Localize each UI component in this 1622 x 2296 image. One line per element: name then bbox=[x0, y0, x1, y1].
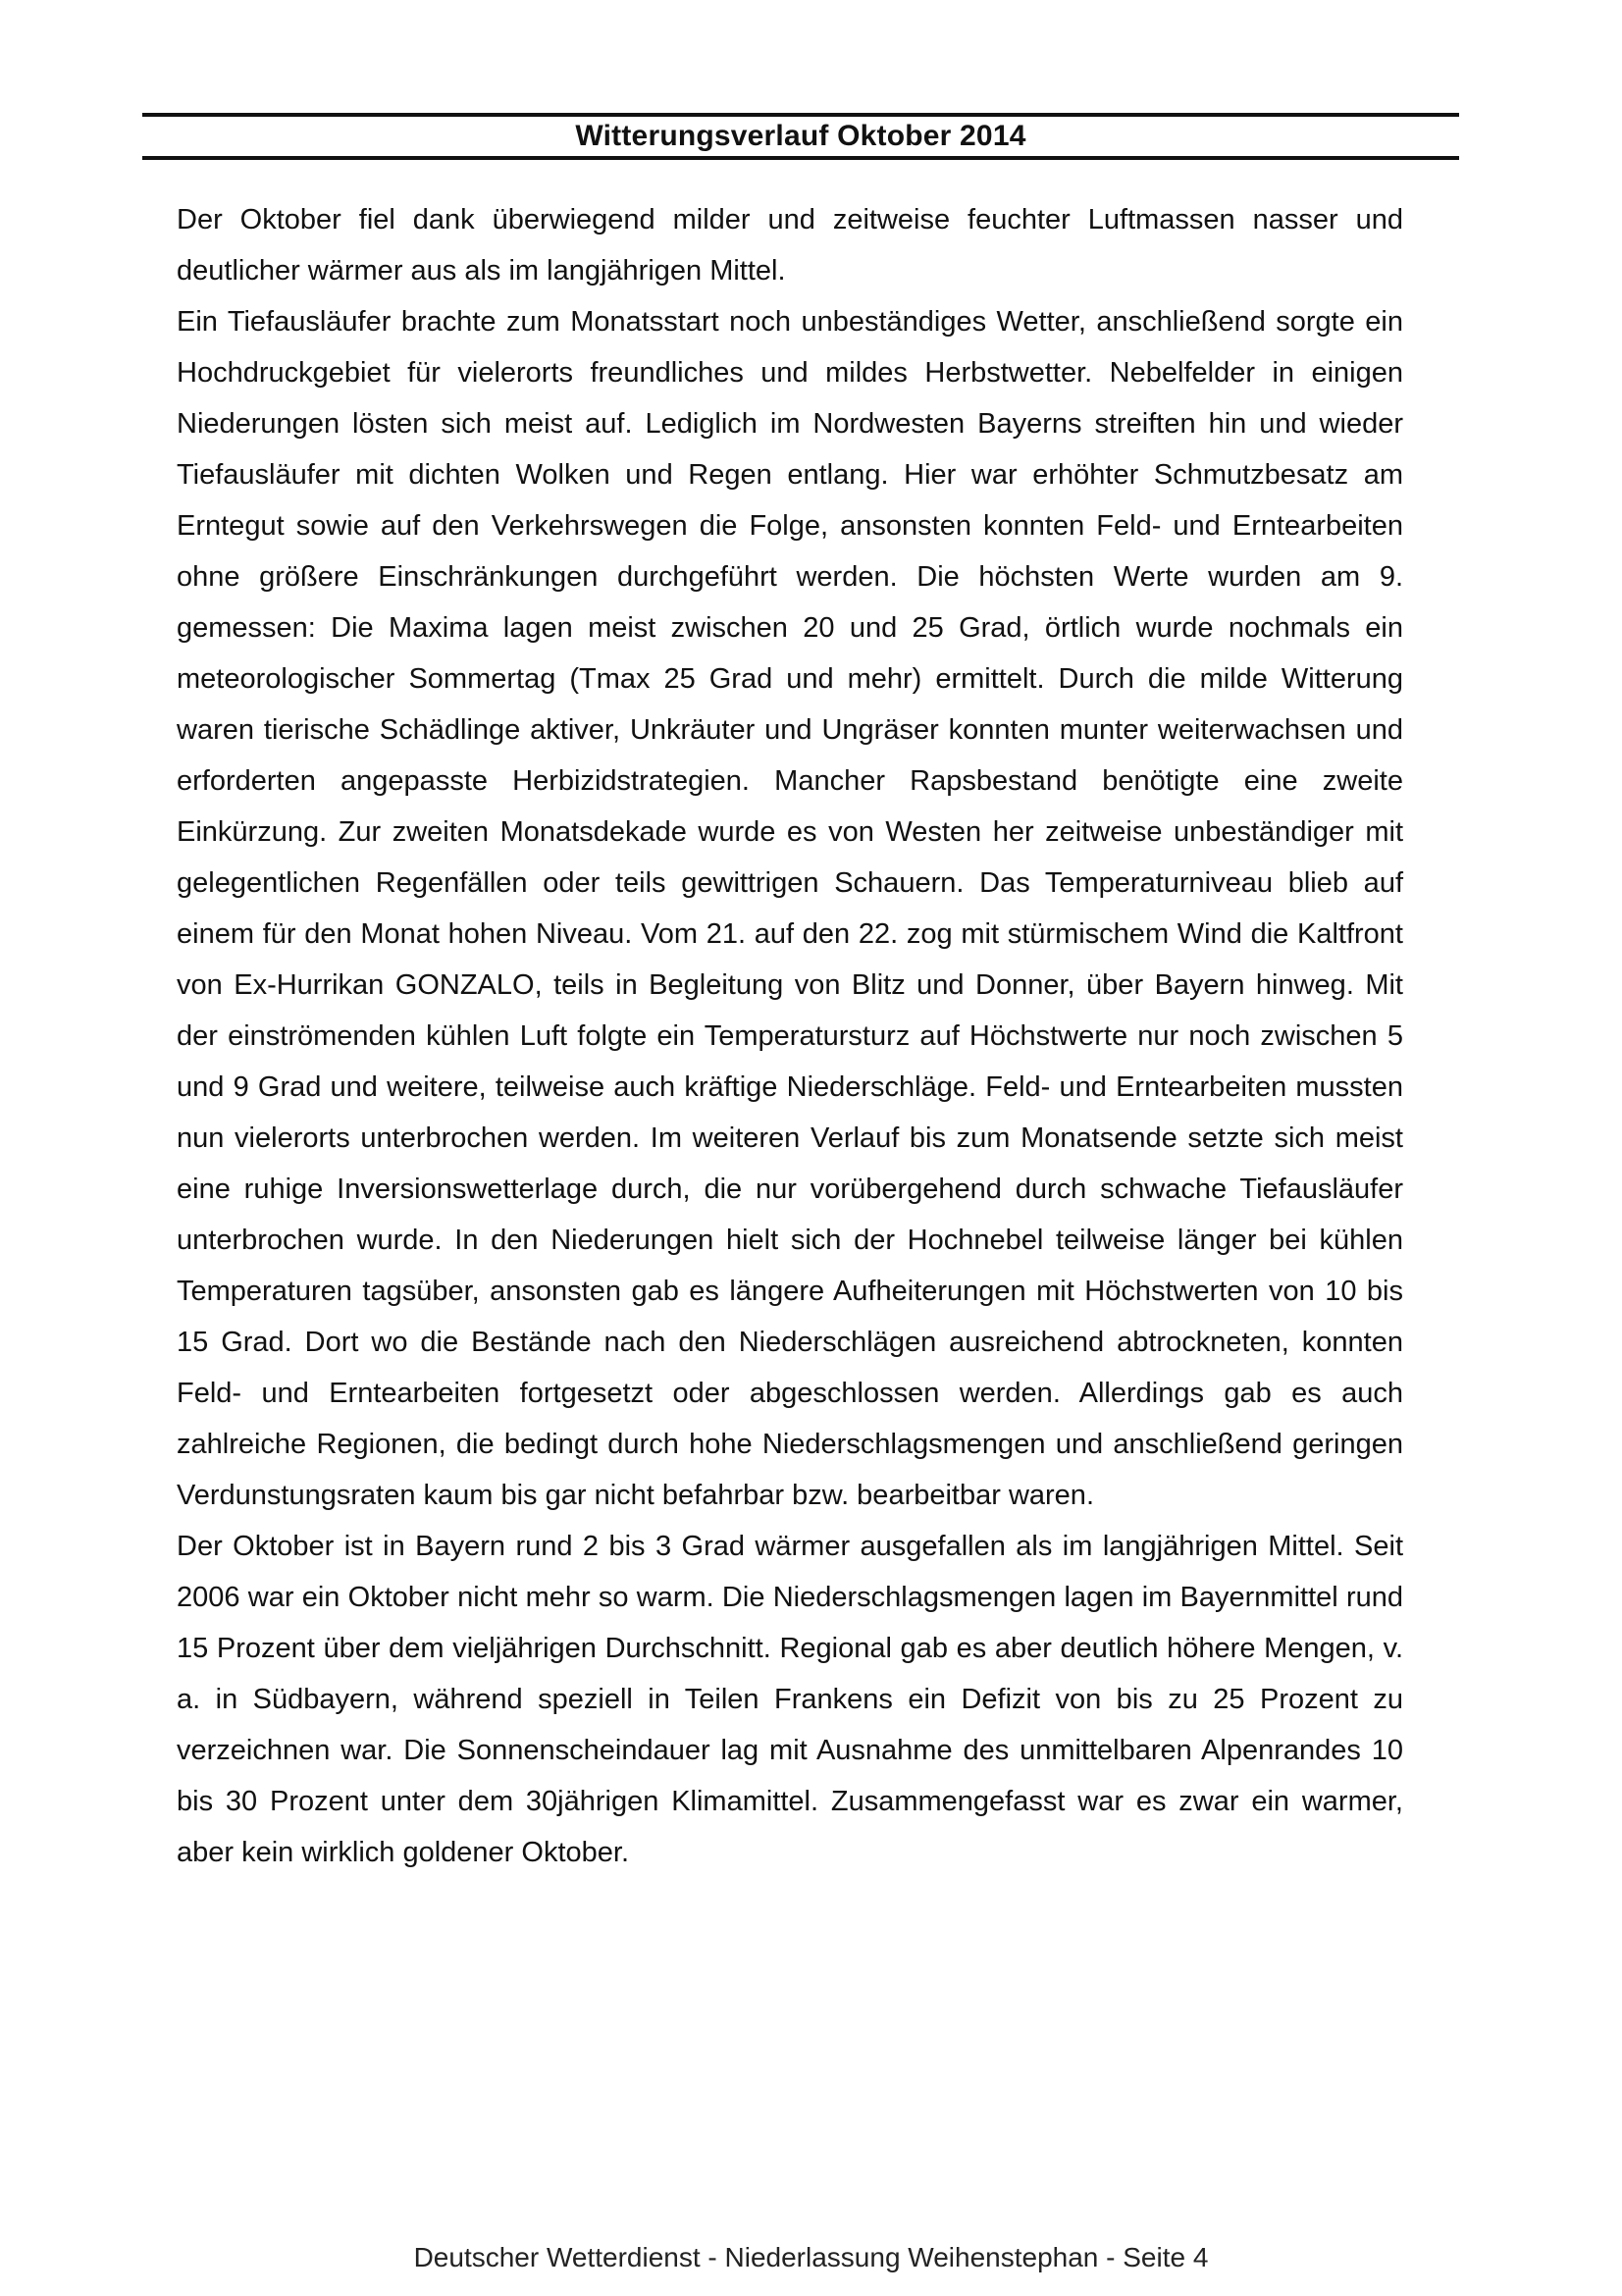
page-footer: Deutscher Wetterdienst - Niederlassung Weihenstephan - Seite 4 bbox=[413, 2242, 1209, 2272]
title-bar bbox=[142, 113, 1459, 160]
body-text bbox=[177, 194, 1403, 1878]
paragraph-intro: Der Oktober fiel dank überwiegend milder und zeitweise feuchter Luftmassen nasser und deutlicher wärmer aus als im langjährigen Mittel. bbox=[177, 204, 1403, 287]
paragraph-summary: Der Oktober ist in Bayern rund 2 bis 3 Grad wärmer ausgefallen als im langjährigen Mittel. Seit 2006 war ein Oktober nicht mehr so warm. Die Niederschlagsmengen lagen im Bayernmittel rund 15 Prozent über dem vieljährigen Durchschnitt. Regional gab es aber deutlich höhere Mengen, v. a. in Südbayern, während speziell in Teilen Frankens ein Defizit von bis zu 25 Prozent zu verzeichnen war. Die Sonnenscheindauer lag mit Ausnahme des unmittelbaren Alpenrandes 10 bis 30 Prozent unter dem 30jährigen Klimamittel. Zusammengefasst war es zwar ein warmer, aber kein wirklich goldener Oktober. bbox=[177, 1531, 1403, 1868]
page-title: Witterungsverlauf Oktober 2014 bbox=[575, 120, 1026, 152]
paragraph-course: Ein Tiefausläufer brachte zum Monatsstart noch unbeständiges Wetter, anschließend sorgte ein Hochdruckgebiet für vielerorts freundliches und mildes Herbstwetter. Nebelfelder in einigen Niederungen lösten sich meist auf. Lediglich im Nordwesten Bayerns streiften hin und wieder Tiefausläufer mit dichten Wolken und Regen entlang. Hier war erhöhter Schmutzbesatz am Erntegut sowie auf den Verkehrswegen die Folge, ansonsten konnten Feld- und Erntearbeiten ohne größere Einschränkungen durchgeführt werden. Die höchsten Werte wurden am 9. gemessen: Die Maxima lagen meist zwischen 20 und 25 Grad, örtlich wurde nochmals ein meteorologischer Sommertag (Tmax 25 Grad und mehr) ermittelt. Durch die milde Witterung waren tierische Schädlinge aktiver, Unkräuter und Ungräser konnten munter weiterwachsen und erforderten angepasste Herbizidstrategien. Mancher Rapsbestand benötigte eine zweite Einkürzung. Zur zweiten Monatsdekade wurde es von Westen her zeitweise unbeständiger mit gelegentlichen Regenfällen oder teils gewittrigen Schauern. Das Temperaturniveau blieb auf einem für den Monat hohen Niveau. Vom 21. auf den 22. zog mit stürmischem Wind die Kaltfront von Ex-Hurrikan GONZALO, teils in Begleitung von Blitz und Donner, über Bayern hinweg. Mit der einströmenden kühlen Luft folgte ein Temperatursturz auf Höchstwerte nur noch zwischen 5 und 9 Grad und weitere, teilweise auch kräftige Niederschläge. Feld- und Erntearbeiten mussten nun vielerorts unterbrochen werden. Im weiteren Verlauf bis zum Monatsende setzte sich meist eine ruhige Inversionswetterlage durch, die nur vorübergehend durch schwache Tiefausläufer unterbrochen wurde. In den Niederungen hielt sich der Hochnebel teilweise länger bei kühlen Temperaturen tagsüber, ansonsten gab es längere Aufheiterungen mit Höchstwerten von 10 bis 15 Grad. Dort wo die Bestände nach den Niederschlägen ausreichend abtrockneten, konnten Feld- und Erntearbeiten fortgesetzt oder abgeschlossen werden. Allerdings gab es auch zahlreiche Regionen, die bedingt durch hohe Niederschlagsmengen und anschließend geringen Verdunstungsraten kaum bis gar nicht befahrbar bzw. bearbeitbar waren. bbox=[177, 306, 1403, 1511]
